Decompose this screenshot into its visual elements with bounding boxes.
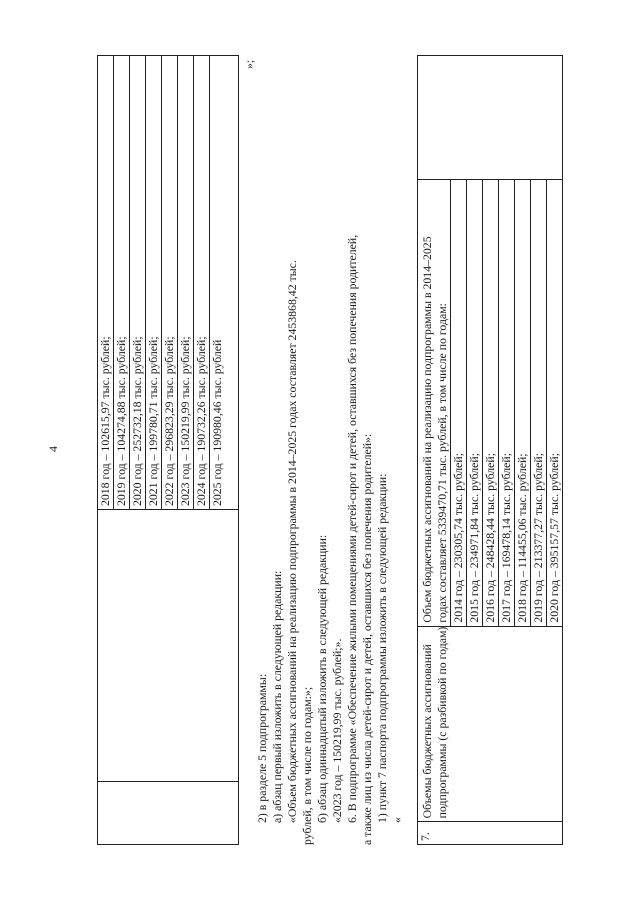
rotated-page-content: [97, 55, 617, 845]
year-line: 2019 год – 104274,88 тыс. рублей;: [114, 56, 130, 509]
row-number-cell: [418, 822, 563, 845]
value-line: 2018 год – 114455,06 тыс. рублей;: [515, 180, 531, 625]
table-cell-empty: [98, 782, 239, 845]
year-line: 2021 год – 199780,71 тыс. рублей;: [146, 56, 162, 509]
paragraph-line: «2023 год – 150219,99 тыс. рублей;».: [330, 638, 344, 823]
paragraph-line: 2) в разделе 5 подпрограммы:: [255, 673, 269, 823]
page-number: 4: [46, 446, 60, 452]
value-line: 2016 год – 248428,44 тыс. рублей;: [483, 180, 499, 625]
label-line: Объемы бюджетных ассигнований: [420, 644, 434, 819]
table-cell-empty: [98, 510, 239, 782]
table-row: [98, 56, 239, 845]
closing-quote-mark: »;: [242, 59, 256, 69]
paragraph-line: б) абзац одиннадцатый изложить в следующей редакции:: [315, 534, 329, 823]
paragraph-line: 6. В подпрограмме «Обеспечение жилыми помещениями детей-сирот и детей, оставшихся без попечения родителей,: [345, 234, 359, 823]
value-line: Объем бюджетных ассигнований на реализацию подпрограммы в 2014–2025: [420, 236, 434, 623]
top-table: [97, 55, 239, 845]
year-line: 2022 год – 296823,29 тыс. рублей;: [162, 56, 178, 509]
year-line: 2020 год – 252732,18 тыс. рублей;: [130, 56, 146, 509]
value-cell: [418, 180, 563, 626]
paragraph-line: «Объем бюджетных ассигнований на реализацию подпрограммы в 2014–2025 годах составляет 2453868,42 тыс.: [285, 260, 299, 823]
value-line: годах составляет 5339470,71 тыс. рублей, в том числе по годам:: [435, 180, 451, 625]
label-cell: [418, 626, 563, 822]
row-number: 7.: [418, 832, 432, 841]
label-line: подпрограммы (с разбивкой по годам): [435, 626, 449, 819]
paragraph-line: рублей, в том числе по годам:»;: [300, 686, 314, 845]
year-line: 2025 год – 190980,46 тыс. рублей: [210, 339, 224, 507]
paragraph-line: 1) пункт 7 паспорта подпрограммы изложить в следующей редакции:: [375, 473, 389, 823]
value-line: 2015 год – 234971,84 тыс. рублей;: [467, 180, 483, 625]
paragraph-line: а также лиц из числа детей-сирот и детей, оставшихся без попечения родителей»:: [360, 433, 374, 845]
value-line: 2014 год – 230305,74 тыс. рублей;: [451, 180, 467, 625]
year-line: 2018 год – 102615,97 тыс. рублей;: [98, 56, 114, 509]
year-breakdown-cell: [98, 56, 239, 510]
paragraph-line: а) абзац первый изложить в следующей редакции:: [270, 570, 284, 823]
table-cell-empty: [418, 56, 563, 180]
value-line: 2020 год – 395157,57 тыс. рублей;: [547, 453, 561, 623]
table-row: [418, 56, 563, 845]
bottom-table: [417, 55, 563, 845]
year-line: 2024 год – 190732,26 тыс. рублей;: [194, 56, 210, 509]
value-line: 2019 год – 213377,27 тыс. рублей;: [531, 180, 547, 625]
year-line: 2023 год – 150219,99 тыс. рублей;: [178, 56, 194, 509]
value-line: 2017 год – 169478,14 тыс. рублей;: [499, 180, 515, 625]
paragraph-line: «: [390, 817, 404, 823]
body-text: [255, 55, 405, 845]
